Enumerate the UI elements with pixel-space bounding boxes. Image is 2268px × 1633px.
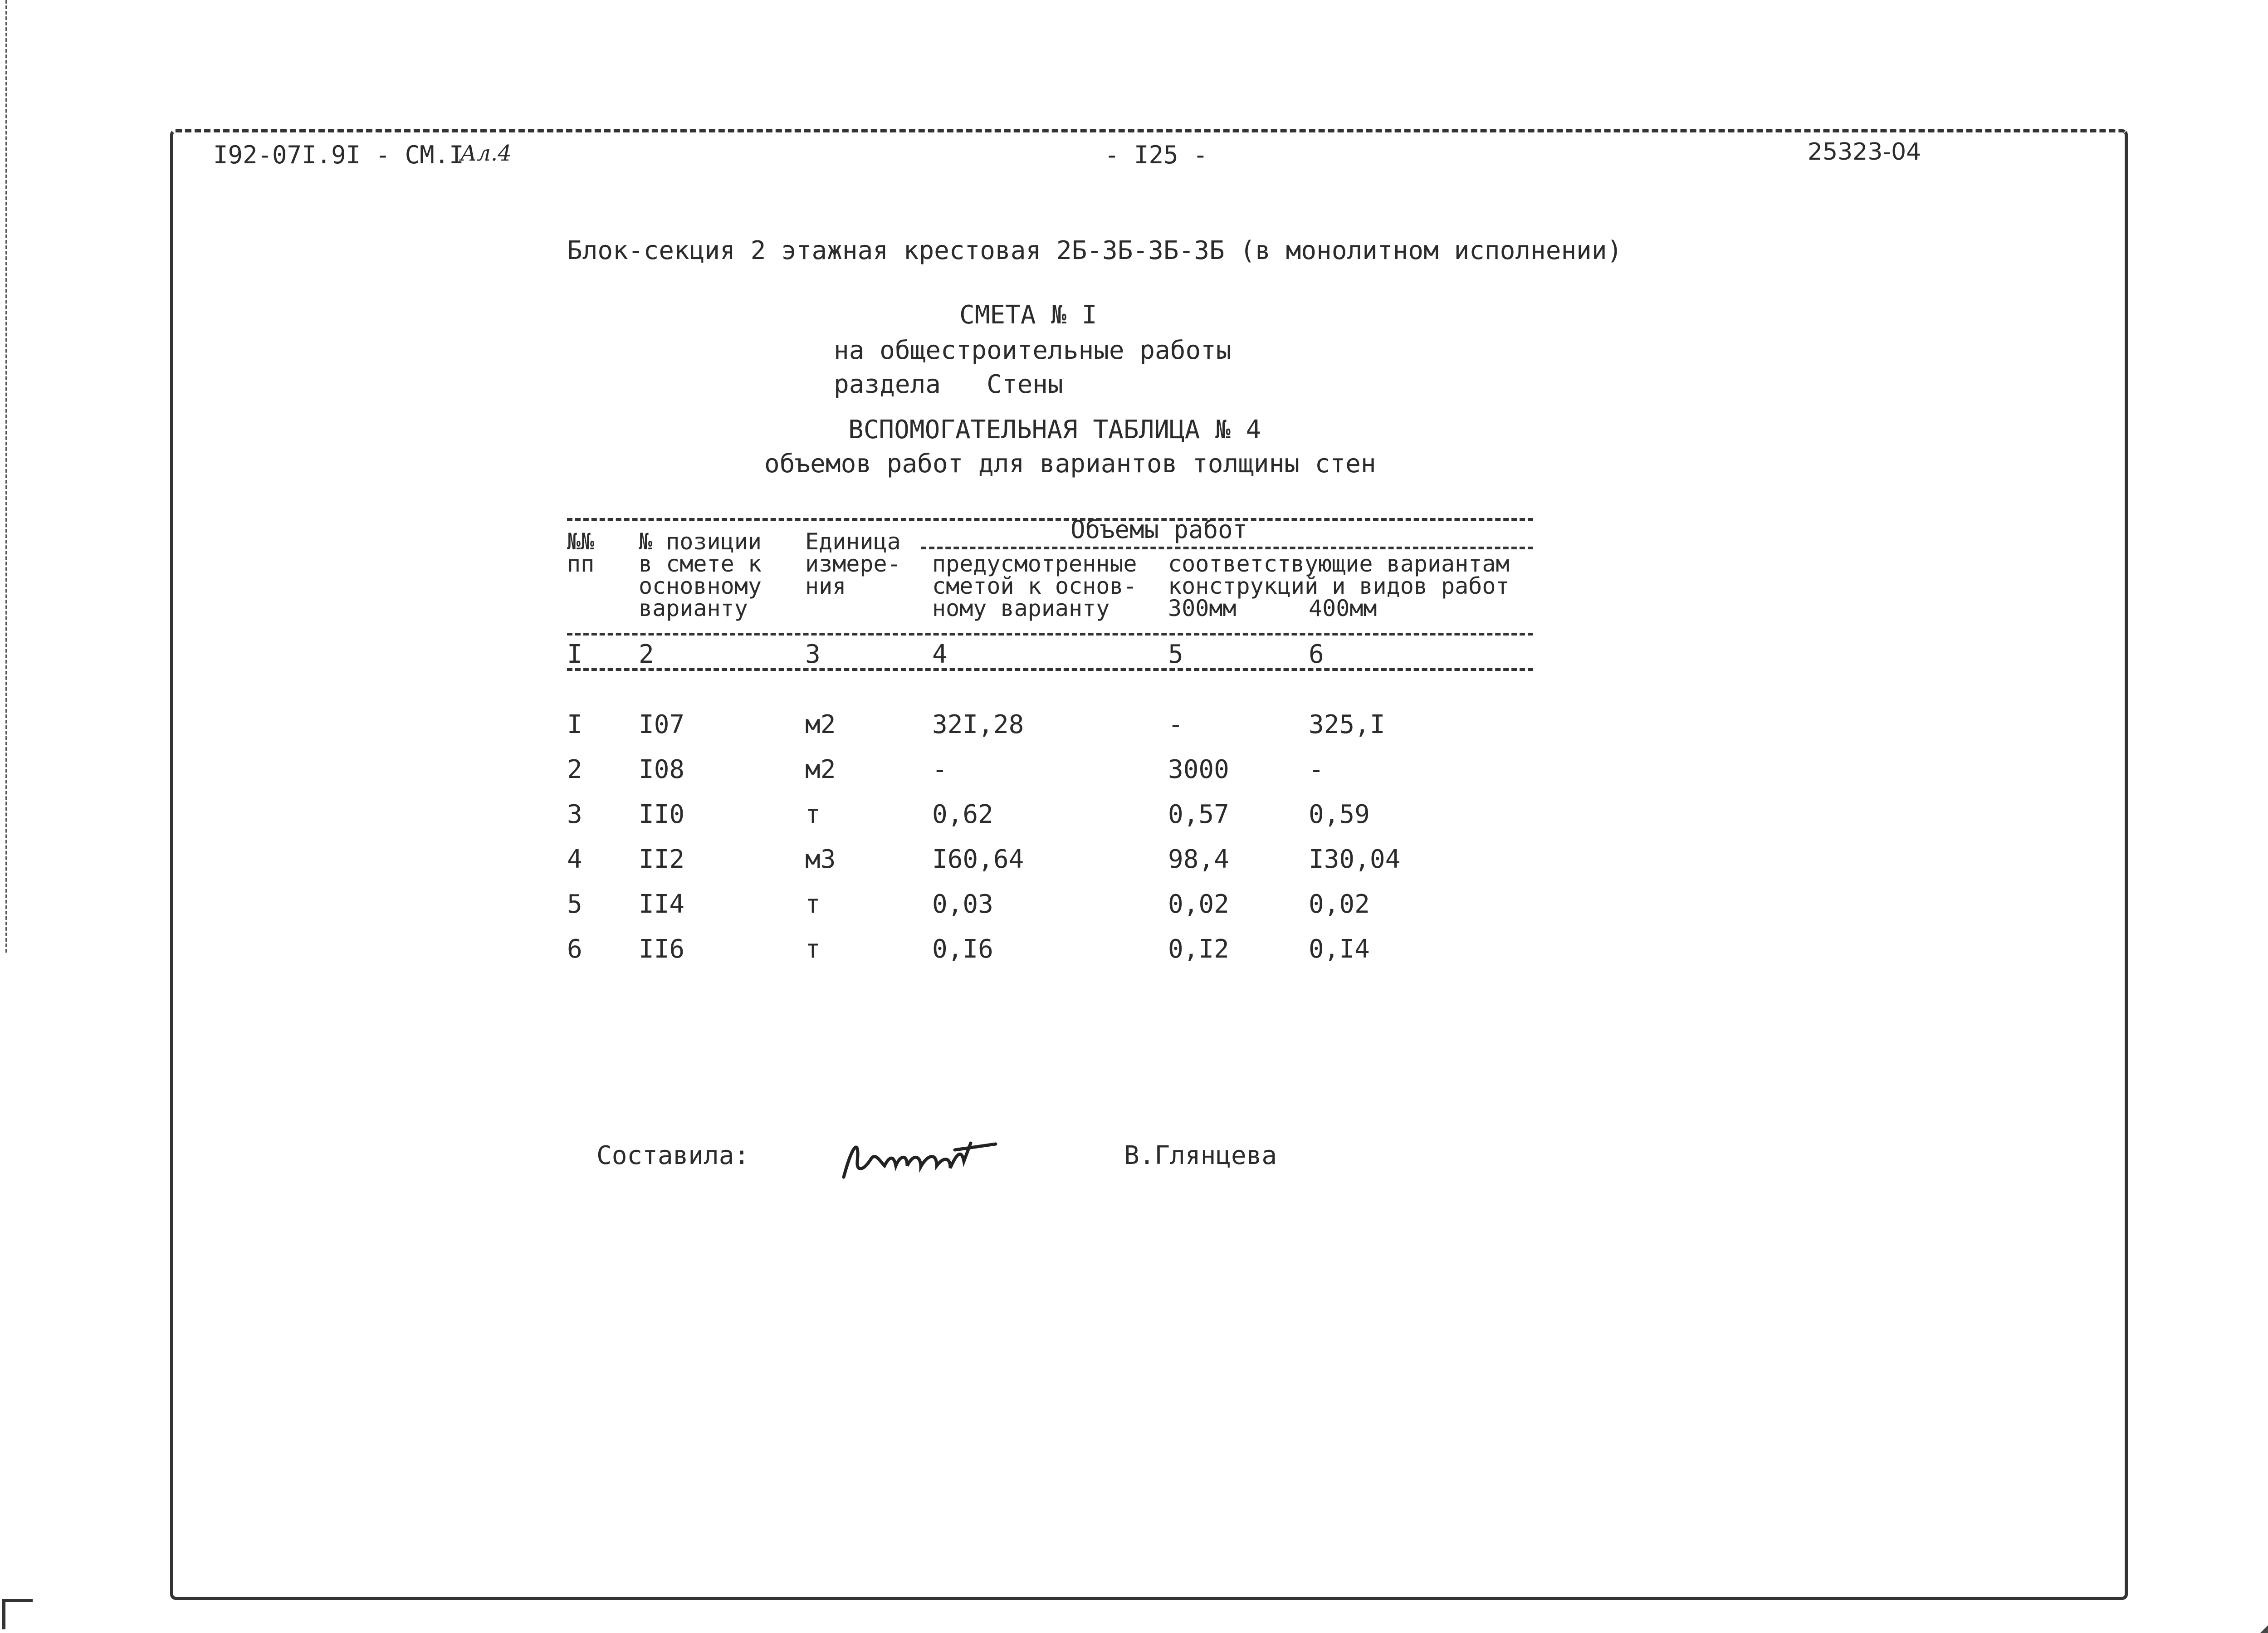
scan-corner-hatch — [2260, 1579, 2268, 1633]
cell-position: II2 — [639, 845, 685, 874]
page-number: - I25 - — [1105, 141, 1208, 169]
section-name: раздела Стены — [834, 370, 1063, 399]
header-col-3: Единица измере- ния — [805, 528, 901, 599]
sub-header-400mm: 400мм — [1309, 595, 1377, 621]
archive-number: 25323-04 — [1808, 138, 1921, 166]
column-number: 6 — [1309, 640, 1324, 669]
table-subtitle: объемов работ для вариантов толщины стен — [764, 449, 1376, 479]
cell-300mm: - — [1168, 710, 1183, 739]
left-binding-marks — [0, 0, 7, 953]
column-number: 3 — [805, 640, 821, 669]
cell-base-volume: 0,03 — [932, 890, 993, 919]
cell-unit: т — [805, 800, 821, 829]
cell-base-volume: 0,I6 — [932, 934, 993, 964]
column-number: I — [567, 640, 582, 669]
cell-position: II0 — [639, 800, 685, 829]
cell-400mm: - — [1309, 755, 1324, 784]
work-type: на общестроительные работы — [834, 336, 1232, 365]
cell-base-volume: 32I,28 — [932, 710, 1024, 739]
cell-unit: т — [805, 934, 821, 964]
cell-position: II4 — [639, 890, 685, 919]
cell-400mm: 0,I4 — [1309, 934, 1370, 964]
cell-base-volume: 0,62 — [932, 800, 993, 829]
cell-row-number: 4 — [567, 845, 582, 874]
group-header: Объемы работ — [1070, 515, 1248, 544]
header-bottom-rule — [567, 633, 1533, 636]
header-col-4: предусмотренные сметой к основ- ному варианту — [932, 551, 1137, 621]
document-code: I92-07I.9I - CM.I — [213, 141, 464, 169]
cell-row-number: 2 — [567, 755, 582, 784]
cell-position: I08 — [639, 755, 685, 784]
cell-unit: м3 — [805, 845, 836, 874]
sub-header-300mm: 300мм — [1168, 595, 1237, 621]
estimate-title: СМЕТА № I — [959, 300, 1097, 330]
cell-unit: м2 — [805, 755, 836, 784]
cell-400mm: I30,04 — [1309, 845, 1401, 874]
cell-unit: м2 — [805, 710, 836, 739]
cell-base-volume: - — [932, 755, 948, 784]
header-col-1: №№ пп — [567, 528, 595, 577]
cell-unit: т — [805, 890, 821, 919]
cell-300mm: 0,I2 — [1168, 934, 1229, 964]
cell-row-number: 5 — [567, 890, 582, 919]
cell-position: II6 — [639, 934, 685, 964]
cell-base-volume: I60,64 — [932, 845, 1024, 874]
cell-row-number: I — [567, 710, 582, 739]
handwritten-sheet-note: Ал.4 — [460, 141, 512, 166]
compiled-by-label: Составила: — [596, 1141, 750, 1170]
column-number: 5 — [1168, 640, 1183, 669]
cell-300mm: 98,4 — [1168, 845, 1229, 874]
block-section-title: Блок-секция 2 этажная крестовая 2Б-3Б-3Б-3Б (в монолитном исполнении) — [567, 236, 1623, 265]
table-top-rule — [567, 518, 1533, 521]
cell-400mm: 325,I — [1309, 710, 1385, 739]
cell-400mm: 0,02 — [1309, 890, 1370, 919]
cell-400mm: 0,59 — [1309, 800, 1370, 829]
column-number-rule — [567, 668, 1533, 671]
group-header-rule — [921, 547, 1533, 549]
compiler-name: В.Глянцева — [1124, 1141, 1277, 1170]
corner-mark — [2, 1599, 33, 1629]
column-number: 4 — [932, 640, 948, 669]
cell-300mm: 0,02 — [1168, 890, 1229, 919]
signature-icon — [839, 1134, 1002, 1184]
cell-300mm: 0,57 — [1168, 800, 1229, 829]
table-title: ВСПОМОГАТЕЛЬНАЯ ТАБЛИЦА № 4 — [848, 415, 1261, 445]
column-number: 2 — [639, 640, 654, 669]
header-col-2: № позиции в смете к основному варианту — [639, 528, 762, 621]
cell-row-number: 3 — [567, 800, 582, 829]
cell-row-number: 6 — [567, 934, 582, 964]
cell-position: I07 — [639, 710, 685, 739]
cell-300mm: 3000 — [1168, 755, 1229, 784]
header-col-5-6: соответствующие вариантам конструкций и видов работ — [1168, 551, 1510, 599]
